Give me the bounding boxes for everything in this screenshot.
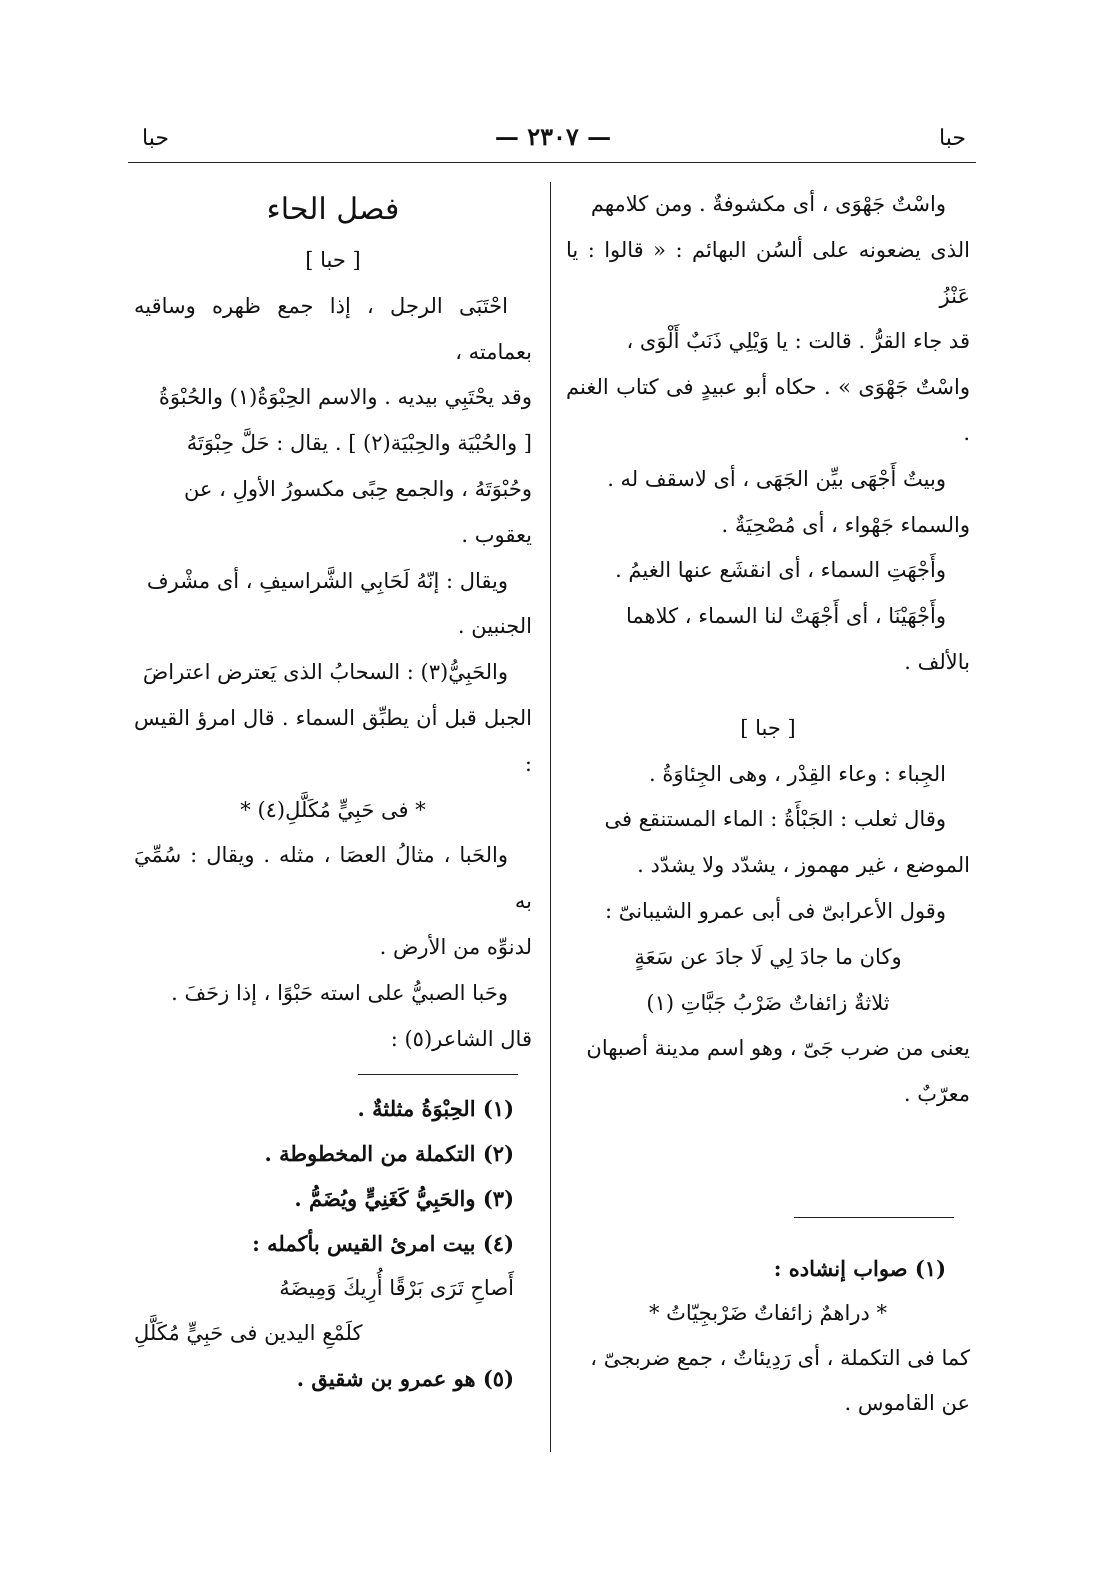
section-heading: [ حبا ] [305,248,361,272]
right-footnotes [566,1246,970,1426]
text-line: احْتَبَى الرجل ، إذا جمع ظهره وساقيه بعمامته ، [134,293,532,364]
chapter-title: فصل الحاء [266,192,400,227]
text-line: قد جاء القرُّ . قالت : يا وَيْلِي ذَنَبٌ أَلْوَى ، [626,329,970,354]
column-divider [550,182,551,1452]
page-header [130,122,976,160]
text-line: لدنوِّه من الأرض . [379,934,532,959]
verse-line: كلَمْعِ اليدين فى حَبِيٍّ مُكَلَّلِ [134,1321,363,1345]
right-column [566,182,970,1118]
text-line: وحَبا الصبيُّ على استه حَبْوًا ، إذا زحَفَ . [171,980,508,1005]
text-line: الذى يضعونه على ألسُن البهائم : « قالوا : يا عَنْزُ [566,237,970,308]
text-line: معرّبٌ . [903,1082,970,1107]
footnote-rule [358,1074,518,1075]
left-column [134,182,532,1062]
footnote: (٣) والحَبِيُّ كَغَنِيٍّ ويُضَمُّ . [294,1186,514,1211]
text-line: وقول الأعرابىّ فى أبى عمرو الشيبانىّ : [604,898,946,923]
footnote: (١) صواب إنشاده : [773,1256,946,1281]
header-rule [128,162,976,163]
text-line: الجبل قبل أن يطبِّق السماء . قال امرؤ القيس : [134,705,532,776]
text-line: قال الشاعر(٥) : [390,1026,532,1051]
running-head-left: حبا [142,126,169,151]
text-line: واسْتٌ جَهْوَى ، أى مكشوفةٌ . ومن كلامهم [590,192,946,216]
text-line: وقال ثعلب : الجَبْأَةُ : الماء المستنقع فى [604,807,946,832]
text-line: وأَجْهَيْنَا ، أى أَجْهَتْ لنا السماء ، كلاهما [625,604,946,629]
left-footnotes [134,1086,514,1401]
footnote: (٢) التكملة من المخطوطة . [264,1141,514,1166]
text-line: والحَبِيُّ(٣) : السحابُ الذى يَعترض اعتراضَ [142,660,508,685]
footnote: كما فى التكملة ، أى رَدِيئاتٌ ، جمع ضربجىّ ، [590,1346,970,1370]
footnote: عن القاموس . [844,1391,970,1415]
text-line: وحُبْوَتَهُ ، والجمع حِبًى مكسورُ الأولِ ، عن [183,476,532,501]
verse-line: وكان ما جادَ لِي لَا جادَ عن سَعَةٍ [634,944,902,969]
text-line: الجنبين . [457,614,532,639]
text-line: يعقوب . [461,522,532,547]
verse-line: أَصاحِ تَرَى بَرْقًا أُرِيكَ وَمِيضَهُ [279,1276,514,1300]
text-line: والحَبا ، مثالُ العصَا ، مثله . ويقال : سُمِّيَ به [134,843,532,914]
text-line: الجِباء : وعاء القِدْر ، وهى الجِئاوَةُ . [648,761,946,786]
text-line: [ والحُبْيَة والحِبْيَة(٢) ] . يقال : حَلَّ حِبْوَتَهُ [186,431,532,456]
text-line: والسماء جَهْواء ، أى مُصْحِيَةٌ . [721,512,970,537]
section-heading: [ جبا ] [740,715,796,740]
text-line: وبيتٌ أَجْهَى بيِّن الجَهَى ، أى لاسقف له . [607,466,946,491]
footnote: (٥) هو عمرو بن شقيق . [296,1366,514,1391]
text-line: واسْتٌ جَهْوَى » . حكاه أبو عبيدٍ فى كتاب الغنم . [566,375,970,445]
text-line: الموضع ، غير مهموز ، يشدّد ولا يشدّد . [637,853,970,878]
footnote: (١) الحِبْوَةُ مثلثةٌ . [357,1096,514,1121]
text-line: بالألف . [904,649,970,674]
footnote: (٤) بيت امرئ القيس بأكمله : [252,1231,514,1256]
text-line: وقد يحْتَبِي بيديه . والاسم الحِبْوَةُ(١) والحُبْوَةُ [158,385,532,410]
text-line: يعنى من ضرب جَىّ ، وهو اسم مدينة أصبهان [586,1036,970,1061]
text-line: ويقال : إنّهُ لَحَابِي الشَّراسيفِ ، أى مشْرف [146,568,508,593]
footnote: * دراهمٌ زائفاتٌ ضَرْبجِيّاتُ * [648,1301,887,1325]
text-line: وأَجْهَتِ السماء ، أى انقشَع عنها الغيمُ . [615,558,946,583]
running-head-right: حبا [939,126,966,151]
verse-line: ثلاثةٌ زائفاتٌ ضَرْبُ جَبَّاتِ (١) [646,990,890,1015]
footnote-rule [794,1217,954,1218]
page-number: — ٢٣٠٧ — [494,122,612,151]
verse-line: * فى حَبِيٍّ مُكَلَّلِ(٤) * [240,797,426,822]
